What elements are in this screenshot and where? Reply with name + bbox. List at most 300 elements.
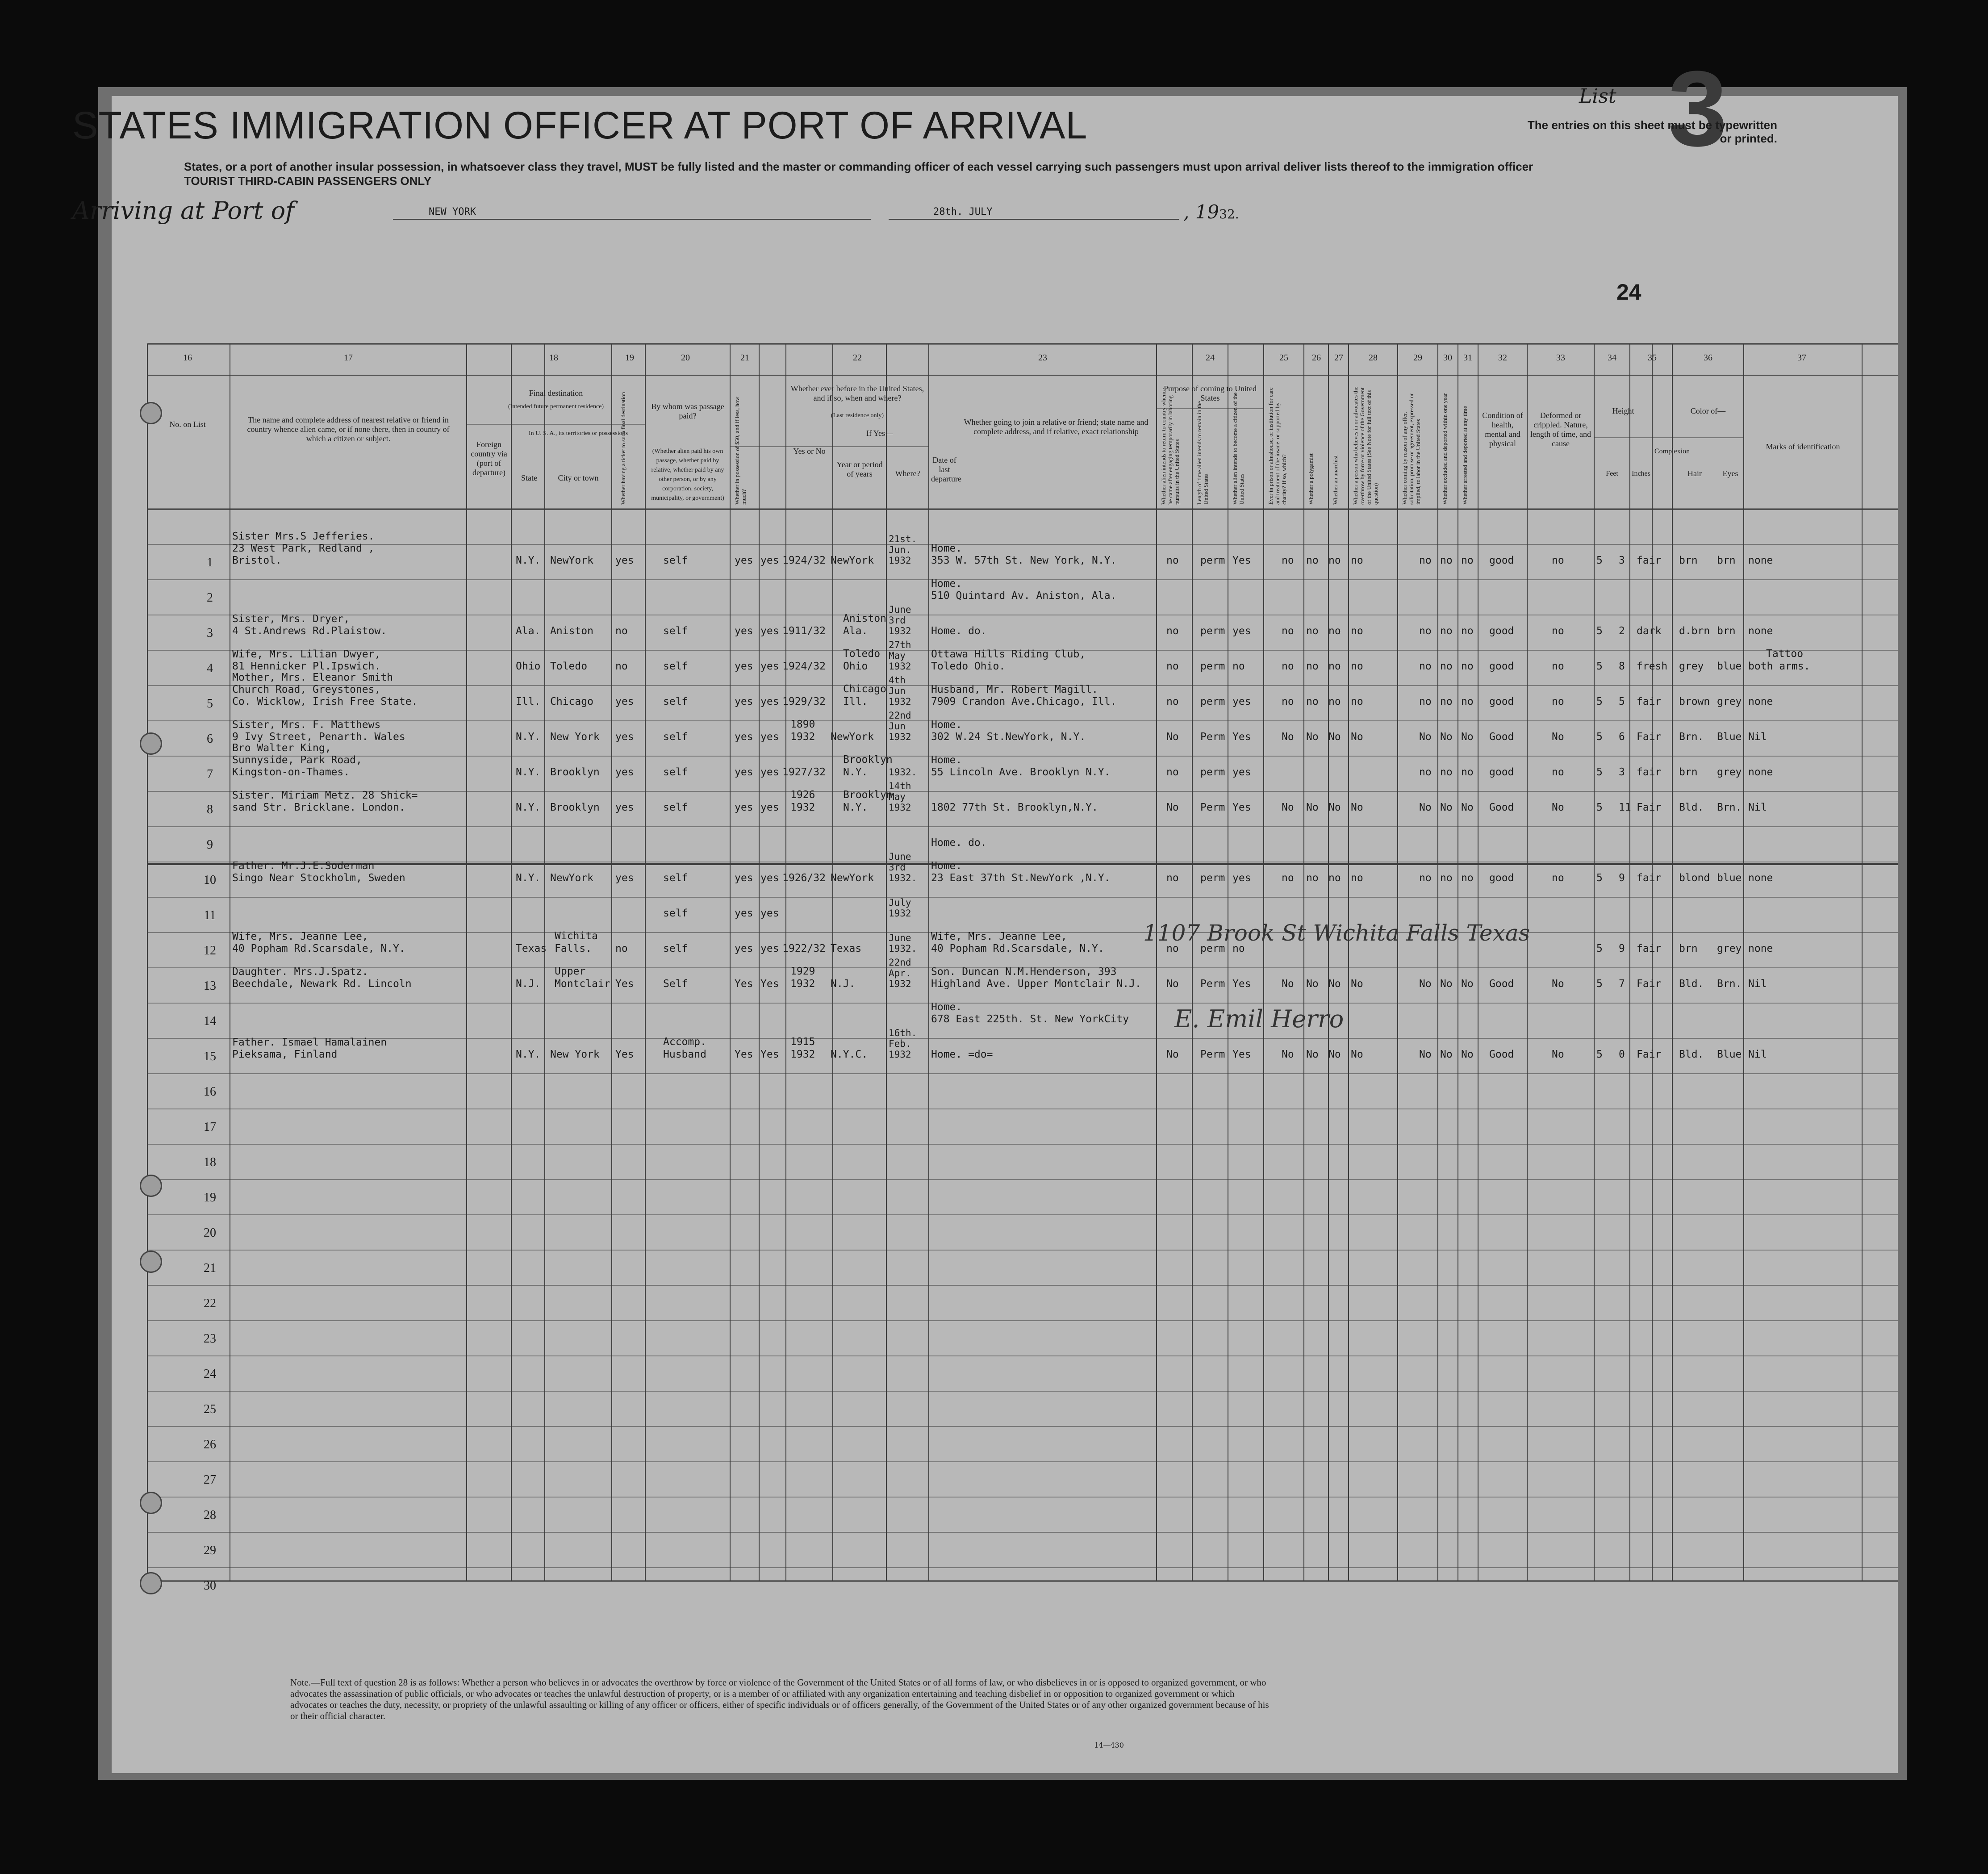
arrival-year xyxy=(1183,201,1239,223)
row-number: 11 xyxy=(204,908,216,922)
column-number: 28 xyxy=(1369,353,1378,363)
complexion-cell: fair xyxy=(1637,555,1662,566)
where-cell: Ill. xyxy=(843,696,868,707)
deformed-cell: no xyxy=(1552,661,1564,672)
eyes-cell: Brn. xyxy=(1717,978,1742,990)
prison-cell: No xyxy=(1282,731,1294,743)
state-cell: N.J. xyxy=(516,978,541,990)
prison-cell: no xyxy=(1282,696,1294,707)
polygamist-cell: No xyxy=(1306,1049,1319,1060)
column-number: 34 xyxy=(1608,353,1616,363)
where-cell: Brooklyn xyxy=(843,754,893,765)
where-cell: Ala. xyxy=(843,625,868,637)
joining-line: Home. do. xyxy=(931,837,987,849)
eyes-cell: Brn. xyxy=(1717,802,1742,813)
deformed-cell: no xyxy=(1552,766,1564,778)
port-value: NEW YORK xyxy=(429,206,476,218)
row-number: 15 xyxy=(204,1050,216,1063)
column-number: 35 xyxy=(1648,353,1657,363)
nearest-relative-line: 4 St.Andrews Rd.Plaistow. xyxy=(232,625,387,637)
joining-line: 1802 77th St. Brooklyn,N.Y. xyxy=(931,802,1098,813)
purpose-c-cell: Yes xyxy=(1232,555,1251,566)
hair-cell: Bld. xyxy=(1679,1049,1704,1060)
joining-line: Home. xyxy=(931,543,962,554)
health-cell: good xyxy=(1489,696,1514,707)
passage-paid-cell: self xyxy=(663,872,688,884)
q28-cell: No xyxy=(1351,731,1363,743)
header-deformed: Deformed or crippled. Nature, length of time, and cause xyxy=(1530,411,1591,448)
row-number: 2 xyxy=(207,591,213,605)
header-q30: Whether excluded and deported within one year xyxy=(1441,393,1448,505)
row-number: 30 xyxy=(204,1579,216,1593)
anarchist-cell: No xyxy=(1328,802,1341,813)
eyes-cell: brn xyxy=(1717,555,1736,566)
joining-line: Son. Duncan N.M.Henderson, 393 xyxy=(931,966,1117,978)
handwritten-address: 1107 Brook St Wichita Falls Texas xyxy=(1143,920,1530,946)
date-departure-line: 1932 xyxy=(889,979,911,989)
nearest-relative-line: Beechdale, Newark Rd. Lincoln xyxy=(232,978,412,990)
passage-paid-cell: self xyxy=(663,908,688,919)
purpose-a-cell: No xyxy=(1166,1049,1179,1060)
header-height: Height xyxy=(1612,406,1634,415)
eyes-cell: Blue xyxy=(1717,1049,1742,1060)
purpose-a-cell: No xyxy=(1166,802,1179,813)
inches-cell: 7 xyxy=(1619,978,1625,990)
nearest-relative-line: 40 Popham Rd.Scarsdale, N.Y. xyxy=(232,943,405,954)
date-departure-line: 4th xyxy=(889,675,906,686)
q29-cell: No xyxy=(1419,731,1432,743)
passage-paid-cell: self xyxy=(663,555,688,566)
port-underline xyxy=(393,219,871,220)
where-cell: NewYork xyxy=(831,555,874,566)
purpose-c-cell: no xyxy=(1232,661,1245,672)
before-cell: yes xyxy=(760,555,779,566)
joining-line: Home. xyxy=(931,578,962,590)
marks-cell: Tattoo xyxy=(1766,648,1804,660)
row-number: 23 xyxy=(204,1332,216,1346)
money-cell: yes xyxy=(735,766,753,778)
header-yes-no: Yes or No xyxy=(793,447,826,456)
row-number: 1 xyxy=(207,556,213,569)
nearest-relative-line: Sister, Mrs. Dryer, xyxy=(232,613,350,625)
anarchist-cell: no xyxy=(1328,625,1341,637)
nearest-relative-line: Father. Mr.J.E.Soderman xyxy=(232,860,375,872)
prison-cell: No xyxy=(1282,802,1294,813)
state-cell: Ohio xyxy=(516,661,541,672)
q30-cell: No xyxy=(1440,1049,1453,1060)
row-number: 16 xyxy=(204,1085,216,1099)
joining-line: Home. xyxy=(931,1001,962,1013)
money-cell: yes xyxy=(735,555,753,566)
header-q28: Whether a person who believes in or advocates the overthrow by force or violence of the Government of the United States (See Note for full text of this question) xyxy=(1352,386,1379,505)
row-number: 6 xyxy=(207,732,213,746)
date-departure-line: June xyxy=(889,851,911,862)
header-q29: Whether coming by reason of any offer, solicitation, promise or agreement, expressed or implied, to labor in the United States xyxy=(1401,393,1421,505)
q28-cell: No xyxy=(1351,802,1363,813)
column-number: 25 xyxy=(1279,353,1288,363)
where-cell: Aniston xyxy=(843,613,886,624)
q29-cell: No xyxy=(1419,978,1432,990)
punch-hole xyxy=(140,1251,162,1273)
nearest-relative-line: Kingston-on-Thames. xyxy=(232,766,350,778)
header-if-yes: If Yes— xyxy=(866,429,893,438)
complexion-cell: Fair xyxy=(1637,1049,1662,1060)
before-cell: yes xyxy=(760,872,779,884)
where-cell: N.Y. xyxy=(843,766,868,778)
date-underline xyxy=(889,219,1179,220)
joining-line: Highland Ave. Upper Montclair N.J. xyxy=(931,978,1141,990)
complexion-cell: fresh xyxy=(1637,661,1668,672)
ticket-cell: yes xyxy=(615,802,634,813)
hair-cell: blond xyxy=(1679,872,1710,884)
header-money: Whether in possession of $50, and if less, how much? xyxy=(734,397,747,505)
column-number: 24 xyxy=(1206,353,1215,363)
header-foreign-country: Foreign country via (port of departure) xyxy=(471,440,507,477)
prison-cell: no xyxy=(1282,555,1294,566)
inches-cell: 0 xyxy=(1619,1049,1625,1060)
money-cell: Yes xyxy=(735,978,753,990)
years-cell: 1915 xyxy=(790,1036,815,1048)
before-cell: yes xyxy=(760,731,779,743)
joining-line: 678 East 225th. St. New YorkCity xyxy=(931,1013,1129,1025)
where-cell: N.Y.C. xyxy=(831,1049,868,1060)
city-cell: Brooklyn xyxy=(550,802,600,813)
feet-cell: 5 xyxy=(1596,978,1603,990)
date-departure-line: Feb. xyxy=(889,1038,911,1049)
ticket-cell: Yes xyxy=(615,1049,634,1060)
inches-cell: 9 xyxy=(1619,943,1625,954)
date-departure-line: Jun xyxy=(889,686,906,696)
inches-cell: 9 xyxy=(1619,872,1625,884)
city-cell: New York xyxy=(550,731,600,743)
q30-cell: No xyxy=(1440,802,1453,813)
city-cell: Montclair xyxy=(555,978,610,990)
header-ticket: Whether having a ticket to such final destination xyxy=(620,392,626,505)
row-number: 5 xyxy=(207,697,213,711)
q29-cell: no xyxy=(1419,696,1432,707)
feet-cell: 5 xyxy=(1596,696,1603,707)
marks-cell: Nil xyxy=(1748,731,1767,743)
purpose-b-cell: Perm xyxy=(1200,978,1225,990)
header-passage-paid: By whom was passage paid? xyxy=(651,402,724,420)
ticket-cell: no xyxy=(615,943,628,954)
header-where: Where? xyxy=(895,469,920,478)
before-cell: yes xyxy=(760,696,779,707)
years-cell: 1927/32 xyxy=(782,766,826,778)
years-cell: 1932 xyxy=(790,802,815,813)
manifest-sheet xyxy=(112,96,1898,1773)
column-number: 36 xyxy=(1704,353,1712,363)
row-number: 17 xyxy=(204,1120,216,1134)
joining-line: Home. xyxy=(931,719,962,731)
date-departure-line: 22nd xyxy=(889,957,911,968)
nearest-relative-line: Sister, Mrs. F. Matthews xyxy=(232,719,381,731)
column-number: 26 xyxy=(1312,353,1321,363)
anarchist-cell: No xyxy=(1328,978,1341,990)
q30-cell: no xyxy=(1440,766,1453,778)
prison-cell: No xyxy=(1282,978,1294,990)
purpose-a-cell: no xyxy=(1166,943,1179,954)
hair-cell: brn xyxy=(1679,943,1698,954)
q31-cell: no xyxy=(1461,661,1474,672)
arriving-label: Arriving at Port of xyxy=(72,197,295,225)
header-date-departure: Date of last departure xyxy=(931,456,961,483)
joining-line: Wife, Mrs. Jeanne Lee, xyxy=(931,931,1067,942)
subtitle-line-1: States, or a port of another insular possession, in whatsoever class they travel, MUST be fully listed and the master or commanding officer of each vessel carrying such passengers must upon arrival deliver lists thereof to the immigration officer xyxy=(184,160,1533,173)
joining-line: 40 Popham Rd.Scarsdale, N.Y. xyxy=(931,943,1104,954)
purpose-a-cell: No xyxy=(1166,731,1179,743)
column-number: 29 xyxy=(1413,353,1422,363)
deformed-cell: No xyxy=(1552,978,1564,990)
inches-cell: 3 xyxy=(1619,555,1625,566)
punch-hole xyxy=(140,1572,162,1594)
health-cell: good xyxy=(1489,766,1514,778)
eyes-cell: Blue xyxy=(1717,731,1742,743)
date-departure-line: 1932 xyxy=(889,626,911,636)
polygamist-cell: no xyxy=(1306,696,1319,707)
years-cell: 1911/32 xyxy=(782,625,826,637)
inches-cell: 11 xyxy=(1619,802,1631,813)
column-number: 19 xyxy=(625,353,634,363)
years-cell: 1932 xyxy=(790,978,815,990)
health-cell: Good xyxy=(1489,1049,1514,1060)
q28-cell: no xyxy=(1351,696,1363,707)
header-complexion: Complexion xyxy=(1654,448,1690,455)
page-subtitle xyxy=(184,159,1533,188)
marks-cell: Nil xyxy=(1748,1049,1767,1060)
q30-cell: no xyxy=(1440,555,1453,566)
header-polygamist: Whether a polygamist xyxy=(1307,453,1314,505)
ticket-cell: yes xyxy=(615,872,634,884)
deformed-cell: No xyxy=(1552,731,1564,743)
purpose-a-cell: no xyxy=(1166,696,1179,707)
date-departure-line: 1932 xyxy=(889,802,911,813)
purpose-b-cell: perm xyxy=(1200,555,1225,566)
ticket-cell: yes xyxy=(615,766,634,778)
years-cell: 1924/32 xyxy=(782,555,826,566)
prison-cell: No xyxy=(1282,1049,1294,1060)
hair-cell: brn xyxy=(1679,555,1698,566)
q30-cell: no xyxy=(1440,661,1453,672)
state-cell: N.Y. xyxy=(516,766,541,778)
inches-cell: 3 xyxy=(1619,766,1625,778)
complexion-cell: fair xyxy=(1637,696,1662,707)
health-cell: good xyxy=(1489,872,1514,884)
nearest-relative-line: 23 West Park, Redland , xyxy=(232,543,375,554)
date-departure-line: 1932. xyxy=(889,943,917,954)
polygamist-cell: No xyxy=(1306,802,1319,813)
complexion-cell: Fair xyxy=(1637,731,1662,743)
q29-cell: no xyxy=(1419,661,1432,672)
joining-line: Toledo Ohio. xyxy=(931,661,1006,672)
money-cell: yes xyxy=(735,661,753,672)
purpose-a-cell: no xyxy=(1166,625,1179,637)
eyes-cell: brn xyxy=(1717,625,1736,637)
nearest-relative-line: Bro Walter King, xyxy=(232,742,331,754)
before-cell: yes xyxy=(760,661,779,672)
anarchist-cell: No xyxy=(1328,731,1341,743)
inches-cell: 6 xyxy=(1619,731,1625,743)
city-cell: NewYork xyxy=(550,872,593,884)
eyes-cell: blue xyxy=(1717,872,1742,884)
nearest-relative-line: Sister Mrs.S Jefferies. xyxy=(232,531,375,542)
feet-cell: 5 xyxy=(1596,766,1603,778)
date-departure-line: 1932 xyxy=(889,1049,911,1060)
date-departure-line: May xyxy=(889,650,906,661)
where-cell: N.Y. xyxy=(843,802,868,813)
city-cell: Toledo xyxy=(550,661,588,672)
feet-cell: 5 xyxy=(1596,661,1603,672)
q29-cell: no xyxy=(1419,872,1432,884)
header-purpose-a: Whether alien intends to return to country whence he came after engaging temporarily in laboring pursuits in the United States xyxy=(1160,388,1180,505)
arrival-date: 28th. JULY xyxy=(933,206,993,218)
joining-line: Home. xyxy=(931,860,962,872)
nearest-relative-line: Bristol. xyxy=(232,555,282,566)
q30-cell: No xyxy=(1440,978,1453,990)
state-cell: N.Y. xyxy=(516,1049,541,1060)
joining-line: 302 W.24 St.NewYork, N.Y. xyxy=(931,731,1086,743)
feet-cell: 5 xyxy=(1596,802,1603,813)
deformed-cell: no xyxy=(1552,555,1564,566)
purpose-a-cell: No xyxy=(1166,978,1179,990)
ticket-cell: yes xyxy=(615,696,634,707)
header-ever-before: Whether ever before in the United States, and if so, when and where? xyxy=(790,384,924,402)
hair-cell: Bld. xyxy=(1679,978,1704,990)
header-passage-note: (Whether alien paid his own passage, whether paid by relative, whether paid by any other person, or by any corporation, society, municipality, or government) xyxy=(651,448,724,502)
date-departure-line: July xyxy=(889,897,911,908)
nearest-relative-line: Father. Ismael Hamalainen xyxy=(232,1037,387,1048)
list-label: List xyxy=(1579,85,1616,108)
money-cell: yes xyxy=(735,696,753,707)
q31-cell: No xyxy=(1461,802,1474,813)
where-cell: Ohio xyxy=(843,661,868,672)
header-no-on-list: No. on List xyxy=(169,420,206,429)
punch-hole xyxy=(140,732,162,755)
years-cell: 1922/32 xyxy=(782,943,826,954)
entries-note: The entries on this sheet must be typewritten or printed. xyxy=(1527,118,1777,145)
purpose-b-cell: perm xyxy=(1200,872,1225,884)
punch-hole xyxy=(140,1492,162,1514)
q30-cell: no xyxy=(1440,696,1453,707)
column-number: 21 xyxy=(740,353,749,363)
complexion-cell: fair xyxy=(1637,943,1662,954)
passage-paid-cell: Self xyxy=(663,978,688,990)
purpose-a-cell: no xyxy=(1166,661,1179,672)
nearest-relative-line: Co. Wicklow, Irish Free State. xyxy=(232,696,418,707)
money-cell: yes xyxy=(735,802,753,813)
money-cell: Yes xyxy=(735,1049,753,1060)
purpose-a-cell: no xyxy=(1166,872,1179,884)
header-hair: Hair xyxy=(1687,469,1702,478)
row-number: 12 xyxy=(204,944,216,958)
passage-paid-cell: self xyxy=(663,766,688,778)
header-last-residence: (Last residence only) xyxy=(831,412,884,419)
header-inches: Inches xyxy=(1632,470,1650,477)
joining-line: Ottawa Hills Riding Club, xyxy=(931,648,1086,660)
passage-paid-cell: self xyxy=(663,802,688,813)
q28-cell: no xyxy=(1351,625,1363,637)
column-number: 20 xyxy=(681,353,690,363)
passage-paid-cell: Husband xyxy=(663,1049,706,1060)
marks-cell: none xyxy=(1748,555,1773,566)
purpose-c-cell: yes xyxy=(1232,766,1251,778)
city-cell: NewYork xyxy=(550,555,593,566)
purpose-b-cell: perm xyxy=(1200,943,1225,954)
polygamist-cell: No xyxy=(1306,978,1319,990)
nearest-relative-line: 9 Ivy Street, Penarth. Wales xyxy=(232,731,405,743)
ticket-cell: Yes xyxy=(615,978,634,990)
city-cell: Falls. xyxy=(555,943,592,954)
row-number: 19 xyxy=(204,1191,216,1205)
before-cell: yes xyxy=(760,943,779,954)
feet-cell: 5 xyxy=(1596,943,1603,954)
row-number: 18 xyxy=(204,1155,216,1169)
row-number: 13 xyxy=(204,979,216,993)
year-suffix: 32. xyxy=(1219,207,1239,222)
header-nearest-relative: The name and complete address of nearest relative or friend in country whence alien came, or if none there, then in country of which a citizen or subject. xyxy=(247,415,450,443)
nearest-relative-line: sand Str. Bricklane. London. xyxy=(232,802,405,813)
header-anarchist: Whether an anarchist xyxy=(1332,455,1339,505)
header-city: City or town xyxy=(558,473,599,482)
page-title: STATES IMMIGRATION OFFICER AT PORT OF ARRIVAL xyxy=(72,104,1088,147)
column-number: 32 xyxy=(1498,353,1507,363)
header-health: Condition of health, mental and physical xyxy=(1482,411,1523,448)
header-prison: Ever in prison or almshouse, or institution for care and treatment of the insane, or supported by charity? If so, which? xyxy=(1267,387,1287,505)
deformed-cell: no xyxy=(1552,872,1564,884)
nearest-relative-line: 81 Hennicker Pl.Ipswich. xyxy=(232,661,381,672)
row-number: 8 xyxy=(207,803,213,816)
city-cell: Aniston xyxy=(550,625,593,637)
q28-cell: No xyxy=(1351,978,1363,990)
form-number: 14—430 xyxy=(1094,1741,1124,1749)
joining-line: Home. do. xyxy=(931,625,987,637)
where-cell: N.J. xyxy=(831,978,856,990)
date-departure-line: 21st. xyxy=(889,534,917,544)
marks-cell: none xyxy=(1748,872,1773,884)
q31-cell: no xyxy=(1461,555,1474,566)
purpose-b-cell: Perm xyxy=(1200,802,1225,813)
hair-cell: d.brn xyxy=(1679,625,1710,637)
where-cell: Toledo xyxy=(843,648,881,660)
complexion-cell: fair xyxy=(1637,766,1662,778)
q29-cell: No xyxy=(1419,802,1432,813)
years-cell: 1932 xyxy=(790,731,815,743)
passage-paid-cell: self xyxy=(663,625,688,637)
date-departure-line: Jun. xyxy=(889,544,911,555)
passage-paid-cell: self xyxy=(663,731,688,743)
ticket-cell: yes xyxy=(615,731,634,743)
purpose-b-cell: perm xyxy=(1200,766,1225,778)
eyes-cell: grey xyxy=(1717,696,1742,707)
header-purpose-c: Whether alien intends to become a citizen of the United States xyxy=(1232,392,1245,505)
marks-cell: none xyxy=(1748,943,1773,954)
date-departure-line: 1932 xyxy=(889,696,911,707)
before-cell: Yes xyxy=(760,978,779,990)
joining-line: 353 W. 57th St. New York, N.Y. xyxy=(931,555,1117,566)
money-cell: yes xyxy=(735,625,753,637)
health-cell: good xyxy=(1489,661,1514,672)
row-number: 14 xyxy=(204,1014,216,1028)
complexion-cell: Fair xyxy=(1637,802,1662,813)
purpose-c-cell: no xyxy=(1232,943,1245,954)
date-departure-line: 16th. xyxy=(889,1028,917,1038)
feet-cell: 5 xyxy=(1596,625,1603,637)
punch-hole xyxy=(140,402,162,424)
row-number: 26 xyxy=(204,1438,216,1452)
money-cell: yes xyxy=(735,731,753,743)
joining-line: 7909 Crandon Ave.Chicago, Ill. xyxy=(931,696,1117,707)
city-cell: Brooklyn xyxy=(550,766,600,778)
